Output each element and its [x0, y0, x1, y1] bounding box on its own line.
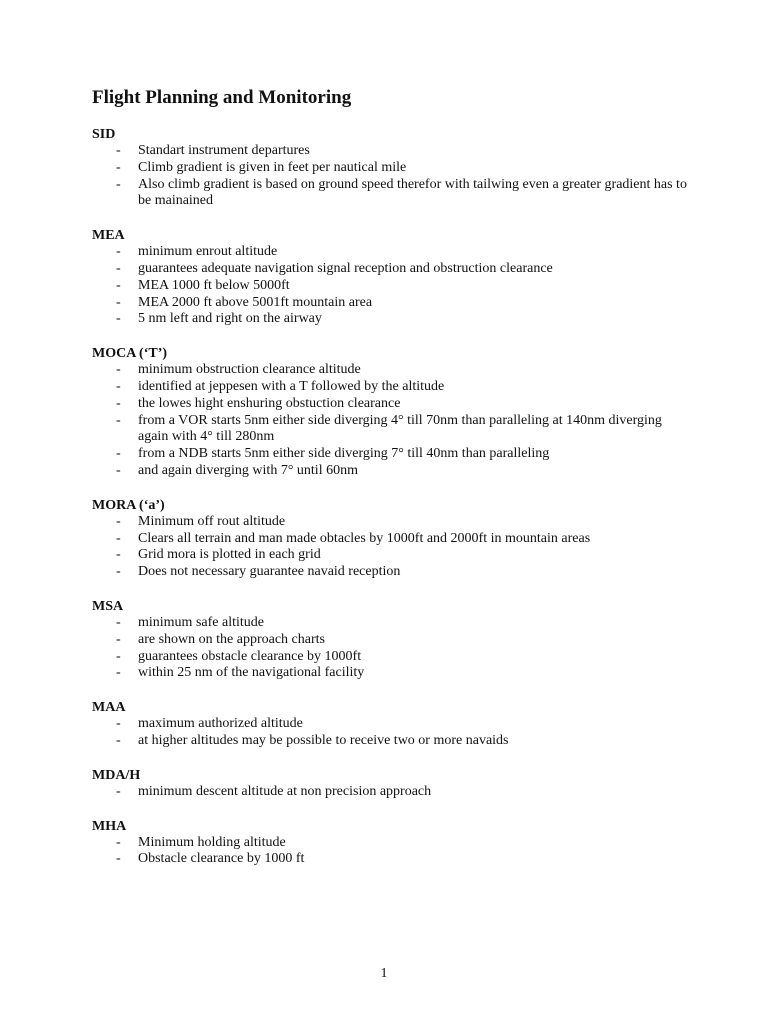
section-heading: MHA: [92, 818, 127, 834]
list-item: [92, 835, 692, 852]
list-item-text: are shown on the approach charts: [138, 631, 325, 647]
section-heading: MOCA (‘T’): [92, 346, 168, 362]
bullet-list: [92, 514, 692, 581]
list-item: [92, 851, 692, 868]
bullet-dash: -: [116, 631, 121, 647]
bullet-dash: -: [116, 159, 121, 175]
list-item: [92, 632, 692, 649]
bullet-dash: -: [116, 277, 121, 293]
bullet-dash: -: [116, 143, 121, 158]
list-item-text: from a VOR starts 5nm either side diverging 4° till 70nm than paralleling at 140nm diverging again with 4° till 280nm: [138, 412, 662, 445]
bullet-dash: -: [116, 564, 121, 580]
bullet-dash: -: [116, 294, 121, 310]
list-item: [92, 295, 692, 312]
section-heading: MAA: [92, 700, 126, 716]
list-item-text: Minimum off rout altitude: [138, 513, 286, 529]
list-item-text: minimum obstruction clearance altitude: [138, 362, 361, 378]
bullet-dash: -: [116, 244, 121, 260]
bullet-dash: -: [116, 834, 121, 850]
list-item: [92, 564, 692, 581]
list-item: [92, 396, 692, 413]
bullet-dash: -: [116, 412, 121, 428]
list-item: [92, 446, 692, 463]
bullet-dash: -: [116, 462, 121, 478]
bullet-list: [92, 784, 692, 801]
bullet-list: [92, 362, 692, 480]
list-item-text: minimum enrout altitude: [138, 244, 278, 260]
list-item: [92, 733, 692, 750]
bullet-dash: -: [116, 362, 121, 378]
section: [92, 345, 692, 480]
list-item-text: maximum authorized altitude: [138, 716, 303, 732]
list-item: [92, 547, 692, 564]
list-item-text: from a NDB starts 5nm either side diverging 7° till 40nm than paralleling: [138, 446, 550, 462]
list-item: [92, 716, 692, 733]
bullet-dash: -: [116, 260, 121, 276]
list-item-text: MEA 2000 ft above 5001ft mountain area: [138, 294, 373, 310]
section-heading: SID: [92, 127, 116, 142]
page-number: 1: [380, 966, 388, 981]
list-item: [92, 665, 692, 682]
list-item-text: the lowes hight enshuring obstuction clearance: [138, 395, 401, 411]
section: [92, 818, 692, 869]
list-item-text: Standart instrument departures: [138, 143, 310, 158]
section: [92, 699, 692, 750]
section: [92, 497, 692, 581]
section: [92, 598, 692, 682]
list-item-text: minimum descent altitude at non precision approach: [138, 783, 432, 799]
list-item-text: Obstacle clearance by 1000 ft: [138, 851, 305, 867]
bullet-dash: -: [116, 851, 121, 867]
bullet-list: [92, 835, 692, 869]
list-item-text: Clears all terrain and man made obtacles by 1000ft and 2000ft in mountain areas: [138, 530, 591, 546]
document-title: Flight Planning and Monitoring: [92, 87, 352, 108]
bullet-dash: -: [116, 446, 121, 462]
list-item: [92, 463, 692, 480]
list-item: [92, 649, 692, 666]
section-heading: MORA (‘a’): [92, 497, 165, 513]
section-heading: MSA: [92, 598, 124, 614]
bullet-dash: -: [116, 547, 121, 563]
section: [92, 227, 692, 328]
bullet-dash: -: [116, 732, 121, 748]
list-item-text: guarantees adequate navigation signal reception and obstruction clearance: [138, 260, 553, 276]
bullet-dash: -: [116, 176, 121, 192]
section-heading: MEA: [92, 228, 125, 244]
list-item-text: minimum safe altitude: [138, 614, 264, 630]
list-item-text: Also climb gradient is based on ground speed therefor with tailwing even a greater gradient has to be mainained: [138, 176, 687, 209]
bullet-dash: -: [116, 378, 121, 394]
list-item-text: Does not necessary guarantee navaid reception: [138, 564, 401, 580]
bullet-dash: -: [116, 513, 121, 529]
list-item: [92, 531, 692, 548]
list-item: [92, 278, 692, 295]
list-item-text: Climb gradient is given in feet per nautical mile: [138, 159, 407, 175]
list-item-text: guarantees obstacle clearance by 1000ft: [138, 648, 362, 664]
list-item: [92, 514, 692, 531]
list-item: [92, 379, 692, 396]
list-item-text: within 25 nm of the navigational facility: [138, 665, 365, 681]
list-item-text: Grid mora is plotted in each grid: [138, 547, 321, 563]
bullet-dash: -: [116, 665, 121, 681]
bullet-dash: -: [116, 530, 121, 546]
bullet-list: [92, 143, 692, 210]
bullet-dash: -: [116, 395, 121, 411]
list-item: [92, 615, 692, 632]
section-heading: MDA/H: [92, 767, 141, 783]
list-item-text: identified at jeppesen with a T followed by the altitude: [138, 378, 445, 394]
list-item: [92, 143, 692, 160]
list-item: [92, 261, 692, 278]
list-item-text: MEA 1000 ft below 5000ft: [138, 277, 290, 293]
bullet-dash: -: [116, 614, 121, 630]
list-item: [92, 177, 692, 211]
list-item: [92, 362, 692, 379]
list-item: [92, 784, 692, 801]
list-item: [92, 160, 692, 177]
list-item-text: 5 nm left and right on the airway: [138, 311, 322, 327]
list-item: [92, 244, 692, 261]
bullet-dash: -: [116, 311, 121, 327]
bullet-list: [92, 615, 692, 682]
bullet-dash: -: [116, 648, 121, 664]
bullet-list: [92, 244, 692, 328]
list-item-text: at higher altitudes may be possible to receive two or more navaids: [138, 732, 509, 748]
list-item-text: Minimum holding altitude: [138, 834, 286, 850]
document-body: [92, 126, 692, 885]
bullet-dash: -: [116, 783, 121, 799]
list-item-text: and again diverging with 7° until 60nm: [138, 462, 358, 478]
list-item: [92, 311, 692, 328]
section: [92, 126, 692, 210]
bullet-dash: -: [116, 716, 121, 732]
section: [92, 767, 692, 801]
bullet-list: [92, 716, 692, 750]
list-item: [92, 413, 692, 447]
